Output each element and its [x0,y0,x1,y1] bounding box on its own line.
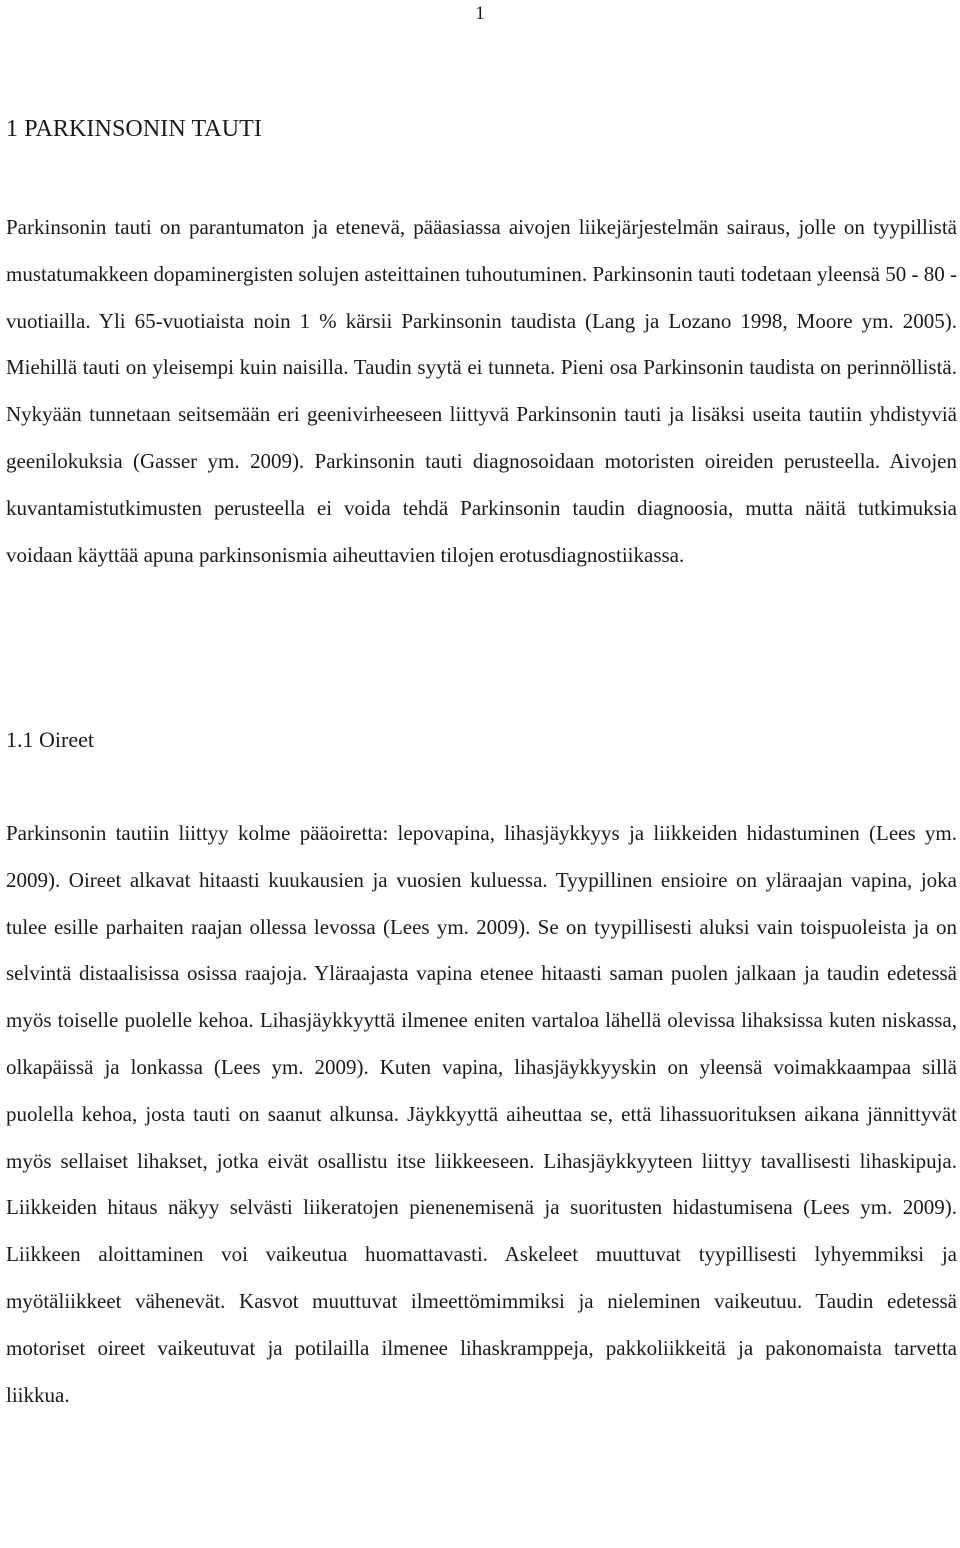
paragraph-symptoms: Parkinsonin tautiin liittyy kolme pääoiretta: lepovapina, lihasjäykkyys ja liikkeiden hidastuminen (Lees ym. 2009). Oireet alkavat hitaasti kuukausien ja vuosien kuluessa. Tyypillinen ensioire on yläraajan vapina, joka tulee esille parhaiten raajan ollessa levossa (Lees ym. 2009). Se on tyypillisesti aluksi vain toispuoleista ja on selvintä distaalisissa osissa raajoja. Yläraajasta vapina etenee hitaasti saman puolen jalkaan ja taudin edetessä myös toiselle puolelle kehoa. Lihasjäykkyyttä ilmenee eniten vartaloa lähellä olevissa lihaksissa kuten niskassa, olkapäissä ja lonkassa (Lees ym. 2009). Kuten vapina, lihasjäykkyyskin on yleensä voimakkaampaa sillä puolella kehoa, josta tauti on saanut alkunsa. Jäykkyyttä aiheuttaa se, että lihassuorituksen aikana jännittyvät myös sellaiset lihakset, jotka eivät osallistu itse liikkeeseen. Lihasjäykkyyteen liittyy tavallisesti lihaskipuja. Liikkeiden hitaus näkyy selvästi liikeratojen pienenemisenä ja suoritusten hidastumisena (Lees ym. 2009). Liikkeen aloittaminen voi vaikeutua huomattavasti. Askeleet muuttuvat tyypillisesti lyhyemmiksi ja myötäliikkeet vähenevät. Kasvot muuttuvat ilmeettömimmiksi ja nieleminen vaikeutuu. Taudin edetessä motoriset oireet vaikeutuvat ja potilailla ilmenee lihaskramppeja, pakkoliikkeitä ja pakonomaista tarvetta liikkua. [6,821,957,1407]
paragraph-introduction: Parkinsonin tauti on parantumaton ja etenevä, pääasiassa aivojen liikejärjestelmän sairaus, jolle on tyypillistä mustatumakkeen dopaminergisten solujen asteittainen tuhoutuminen. Parkinsonin tauti todetaan yleensä 50 - 80 -vuotiailla. Yli 65-vuotiaista noin 1 % kärsii Parkinsonin taudista (Lang ja Lozano 1998, Moore ym. 2005). Miehillä tauti on yleisempi kuin naisilla. Taudin syytä ei tunneta. Pieni osa Parkinsonin taudista on perinnöllistä. Nykyään tunnetaan seitsemään eri geenivirheeseen liittyvä Parkinsonin tauti ja lisäksi useita tautiin yhdistyviä geenilokuksia (Gasser ym. 2009). Parkinsonin tauti diagnosoidaan motoristen oireiden perusteella. Aivojen kuvantamistutkimusten perusteella ei voida tehdä Parkinsonin taudin diagnoosia, mutta näitä tutkimuksia voidaan käyttää apuna parkinsonismia aiheuttavien tilojen erotusdiagnostiikassa. [6,215,957,567]
section-heading: 1.1 Oireet [6,727,94,752]
chapter-heading: 1 PARKINSONIN TAUTI [6,116,262,142]
page-number: 1 [475,3,485,24]
